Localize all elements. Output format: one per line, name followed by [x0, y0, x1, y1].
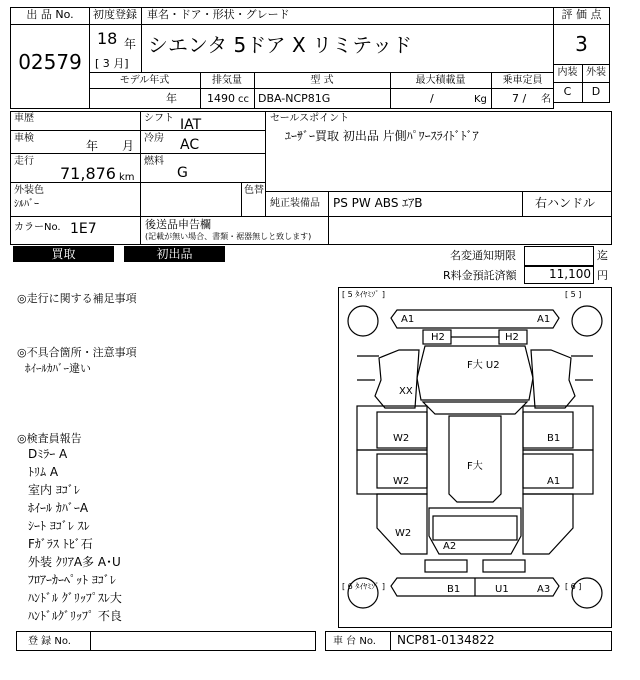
- mark-headlight-left: H2: [431, 332, 445, 343]
- max-load-value: /: [430, 92, 434, 105]
- shift-label: シフト: [144, 113, 174, 124]
- inspector-item: ｼｰﾄ ﾖｺﾞﾚ ｽﾚ: [28, 519, 90, 533]
- sales-point-text: ﾕｰｻﾞｰ買取 初出品 片側ﾊﾟﾜｰｽﾗｲﾄﾞﾄﾞｱ: [285, 129, 479, 143]
- mileage-value: 71,876: [60, 164, 116, 183]
- color-change-label: 色替: [244, 185, 264, 196]
- mark-hood: F大 U2: [467, 360, 500, 371]
- inspector-item: ﾊﾝﾄﾞﾙｸﾞﾘｯﾌﾟ 不良: [28, 609, 122, 623]
- mark-right-front-door: B1: [547, 433, 561, 444]
- tire-label-front-left: [ 5 ﾀｲﾔﾐｿﾞ ]: [342, 290, 385, 299]
- shaken-label: 車検: [14, 133, 34, 144]
- defects-title: ◎不具合箇所・注意事項: [17, 346, 137, 359]
- chassis-no-label: 車 台 No.: [333, 636, 376, 647]
- inspector-item: ﾎｲｰﾙ ｶﾊﾞｰA: [28, 501, 89, 515]
- tire-label-rear-right: [ 6 ]: [565, 582, 582, 591]
- type-label: 型 式: [310, 75, 334, 86]
- mark-rear-bumper-b1: B1: [447, 584, 461, 595]
- recycle-value: 11,100: [549, 267, 591, 281]
- exterior-color-label: 外装色: [14, 185, 44, 196]
- color-no-value: 1E7: [70, 221, 97, 237]
- car-diagram: [338, 287, 612, 628]
- displacement-label: 排気量: [212, 75, 242, 86]
- mark-left-front-door: W2: [393, 433, 410, 444]
- tire-label-front-right: [ 5 ]: [565, 290, 582, 299]
- inspector-item: ﾊﾝﾄﾞﾙ ｸﾞﾘｯﾌﾟｽﾚ大: [28, 591, 122, 605]
- name-change-field: [524, 246, 594, 266]
- mark-front-bumper-right: A1: [537, 314, 551, 325]
- exterior-label: 外装: [586, 67, 606, 78]
- equipment-value: PS PW ABS ｴｱB: [333, 196, 423, 210]
- score-label: 評 価 点: [561, 8, 602, 21]
- inspector-item: ﾌﾛｱｰｶｰﾍﾟｯﾄ ﾖｺﾞﾚ: [28, 573, 116, 587]
- reg-no-label: 登 録 No.: [28, 636, 71, 647]
- inspector-item: Dﾐﾗｰ A: [28, 447, 68, 461]
- exterior-score: D: [591, 85, 601, 98]
- fuel-label: 燃料: [144, 156, 164, 167]
- lot-label: 出 品 No.: [26, 8, 74, 21]
- first-reg-month: [ 3 月]: [95, 57, 129, 70]
- chassis-no-value: NCP81-0134822: [397, 633, 495, 647]
- mileage-unit: km: [119, 172, 135, 183]
- capacity-value: 7 /: [512, 92, 527, 105]
- mark-left-rear-door: W2: [393, 476, 410, 487]
- ac-value: AC: [180, 137, 200, 153]
- shift-value: IAT: [180, 117, 202, 133]
- car-name-label: 車名・ドア・形状・グレード: [147, 8, 290, 21]
- mark-xx: XX: [399, 386, 413, 397]
- model-year-unit: 年: [166, 92, 177, 105]
- name-change-unit: 迄: [597, 249, 608, 262]
- tag-first-listing: 初出品: [124, 246, 225, 262]
- inspector-item: 室内 ﾖｺﾞﾚ: [28, 483, 80, 497]
- car-name: シエンタ 5ドア X リミテッド: [148, 33, 413, 57]
- post-doc-label: 後送品申告欄: [145, 218, 211, 231]
- supplement-title: ◎走行に関する補足事項: [17, 292, 137, 305]
- mileage-label: 走行: [14, 156, 34, 167]
- mark-back-door: A2: [443, 541, 457, 552]
- inspector-item: ﾄﾘﾑ A: [28, 465, 59, 479]
- tire-label-rear-left: [ 6 ﾀｲﾔﾐｿﾞ ]: [342, 582, 385, 591]
- mark-front-bumper-left: A1: [401, 314, 415, 325]
- type-value: DBA-NCP81G: [258, 92, 331, 105]
- max-load-unit: Kg: [474, 94, 487, 105]
- interior-label: 内装: [557, 67, 578, 78]
- lot-number: 02579: [18, 50, 82, 74]
- recycle-label: R料金預託済額: [443, 269, 517, 282]
- inspector-item: 外装 ｸﾘｱA多 A･U: [28, 555, 121, 569]
- displacement-unit: cc: [238, 94, 249, 105]
- first-reg-year: 18: [97, 29, 118, 48]
- color-no-label: カラーNo.: [14, 222, 61, 233]
- displacement-value: 1490: [207, 92, 235, 105]
- capacity-unit: 名: [541, 94, 551, 105]
- score-value: 3: [575, 32, 588, 56]
- first-reg-label: 初度登録: [93, 8, 137, 21]
- year-unit: 年: [124, 37, 137, 51]
- mark-roof: F大: [467, 461, 483, 472]
- car-diagram-svg: [339, 288, 611, 627]
- equipment-label: 純正装備品: [270, 198, 320, 209]
- model-year-label: モデル年式: [119, 75, 170, 86]
- interior-score: C: [563, 85, 572, 98]
- tire-front-right: [572, 306, 602, 336]
- mark-right-rear-door: A1: [547, 476, 561, 487]
- recycle-unit: 円: [597, 269, 608, 282]
- post-doc-note: (記載が無い場合、書類・裾器無しと致します): [145, 232, 312, 241]
- inspector-item: Fｶﾞﾗｽ ﾄﾋﾞ石: [28, 537, 93, 551]
- ac-label: 冷房: [144, 133, 164, 144]
- shaken-year: 年: [86, 139, 99, 153]
- max-load-label: 最大積載量: [415, 75, 466, 86]
- sales-point-label: セールスポイント: [270, 113, 350, 124]
- mark-rear-bumper-u1: U1: [495, 584, 509, 595]
- steering-value: 右ハンドル: [535, 196, 596, 210]
- history-label: 車歴: [14, 113, 34, 124]
- fuel-value: G: [177, 165, 188, 181]
- name-change-label: 名変通知期限: [450, 249, 516, 262]
- capacity-label: 乗車定員: [502, 75, 543, 86]
- shaken-month: 月: [122, 139, 135, 153]
- mark-left-rear-quarter: W2: [395, 528, 412, 539]
- defect-item: ﾎｲｰﾙｶﾊﾞｰ違い: [25, 362, 91, 375]
- exterior-color-value: ｼﾙﾊﾞｰ: [14, 199, 39, 210]
- mark-headlight-right: H2: [505, 332, 519, 343]
- mark-rear-bumper-a3: A3: [537, 584, 551, 595]
- tag-kaitori: 買取: [13, 246, 114, 262]
- inspector-title: ◎検査員報告: [17, 432, 82, 445]
- tire-front-left: [348, 306, 378, 336]
